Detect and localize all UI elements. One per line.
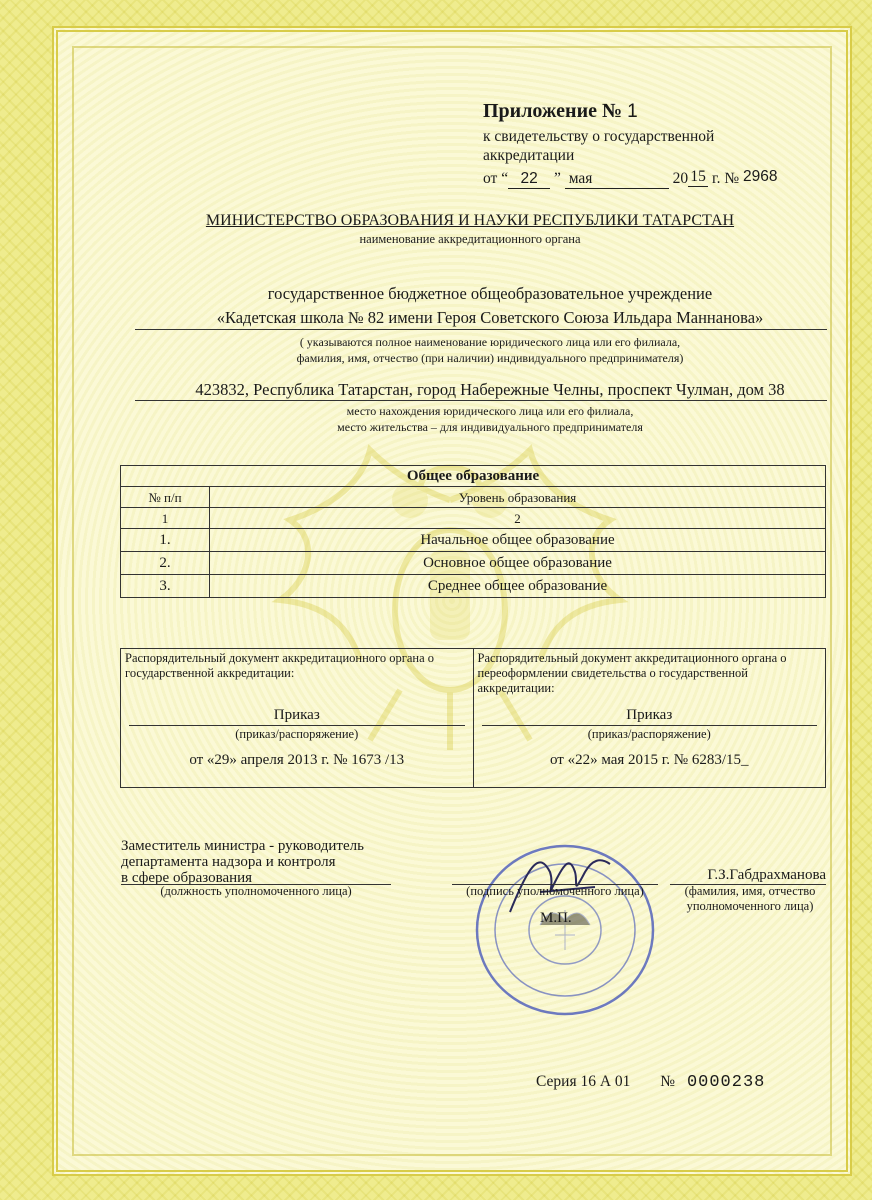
row-level: Среднее общее образование — [210, 575, 826, 598]
authority-caption: наименование аккредитационного органа — [359, 232, 581, 246]
date-year-label: г. № — [711, 170, 740, 187]
accreditation-decree-date: от «29» апреля 2013 г. № 1673 /13 — [189, 752, 405, 768]
row-num: 2. — [121, 552, 210, 575]
organization-underline — [135, 329, 827, 330]
reissue-decree-type-caption: (приказ/распоряжение) — [587, 727, 711, 741]
table-row — [121, 575, 826, 598]
appendix-subtitle: к свидетельству о государственной аккредитации — [483, 128, 715, 164]
date-quote: ” — [553, 170, 561, 187]
row-num: 3. — [121, 575, 210, 598]
appendix-date-line — [483, 168, 777, 189]
education-table — [120, 465, 826, 598]
accreditation-decree-type-caption: (приказ/распоряжение) — [235, 727, 359, 741]
address-value: 423832, Республика Татарстан, город Набережные Челны, проспект Чулман, дом 38 — [195, 380, 785, 399]
decree-documents-table — [120, 648, 826, 788]
accreditation-decree-cell — [121, 649, 474, 788]
date-year-suffix: 15 — [688, 168, 708, 187]
row-num: 1. — [121, 529, 210, 552]
signatory-position — [121, 838, 421, 886]
date-year-prefix: 20 — [672, 170, 689, 187]
table-row — [121, 529, 826, 552]
date-prefix: от “ — [483, 170, 509, 187]
organization-caption — [120, 334, 860, 366]
serial-number: 0000238 — [686, 1073, 766, 1092]
name-caption-line1: (фамилия, имя, отчество — [684, 884, 816, 898]
signatory-position-line2: департамента надзора и контроля — [121, 854, 336, 870]
signatory-position-line1: Заместитель министра - руководитель — [121, 838, 364, 854]
signatory-position-line3: в сфере образования — [121, 870, 253, 886]
address-caption — [120, 403, 860, 435]
organization-name: «Кадетская школа № 82 имени Героя Советского Союза Ильдара Маннанова» — [216, 308, 764, 327]
address-underline — [135, 400, 827, 401]
column-header-level: Уровень образования — [210, 487, 826, 508]
organization-caption-line1: ( указываются полное наименование юридического лица или его филиала, — [299, 335, 681, 349]
address-caption-line1: место нахождения юридического лица или его филиала, — [346, 404, 634, 418]
row-level: Начальное общее образование — [210, 529, 826, 552]
appendix-title-text: Приложение № — [483, 100, 623, 122]
form-serial — [536, 1073, 765, 1092]
organization-type: государственное бюджетное общеобразовательное учреждение — [267, 284, 713, 303]
serial-number-label: № — [660, 1073, 676, 1090]
table-row — [121, 552, 826, 575]
position-caption: (должность уполномоченного лица) — [160, 884, 352, 898]
address-caption-line2: место жительства – для индивидуального предпринимателя — [337, 420, 643, 434]
certificate-number: 2968 — [743, 168, 778, 185]
authority-name: МИНИСТЕРСТВО ОБРАЗОВАНИЯ И НАУКИ РЕСПУБЛИКИ ТАТАРСТАН — [205, 212, 735, 229]
seal-label: М.П. — [540, 910, 572, 926]
reissue-decree-date: от «22» мая 2015 г. № 6283/15_ — [550, 752, 749, 768]
accreditation-decree-heading: Распорядительный документ аккредитационного органа о государственной аккредитации: — [125, 651, 434, 680]
reissue-decree-cell — [473, 649, 826, 788]
column-index-level: 2 — [210, 508, 826, 529]
accreditation-decree-type: Приказ — [129, 707, 465, 726]
date-month: мая — [565, 170, 669, 189]
organization-caption-line2: фамилия, имя, отчество (при наличии) индивидуального предпринимателя) — [296, 351, 684, 365]
signatory-name-caption — [670, 884, 830, 914]
appendix-number: 1 — [627, 101, 638, 122]
date-day: 22 — [508, 170, 550, 189]
serial-series: Серия 16 А 01 — [536, 1073, 631, 1090]
column-index-num: 1 — [121, 508, 210, 529]
column-header-num: № п/п — [121, 487, 210, 508]
signatory-name: Г.З.Габдрахманова — [670, 867, 826, 885]
reissue-decree-heading: Распорядительный документ аккредитационного органа о переоформлении свидетельства о государственной аккредитации: — [477, 651, 787, 695]
reissue-decree-type: Приказ — [482, 707, 818, 726]
row-level: Основное общее образование — [210, 552, 826, 575]
name-caption-line2: уполномоченного лица) — [686, 899, 814, 913]
education-table-title: Общее образование — [121, 466, 826, 487]
signature-caption: (подпись уполномоченного лица) — [466, 884, 644, 898]
appendix-title — [483, 100, 638, 123]
